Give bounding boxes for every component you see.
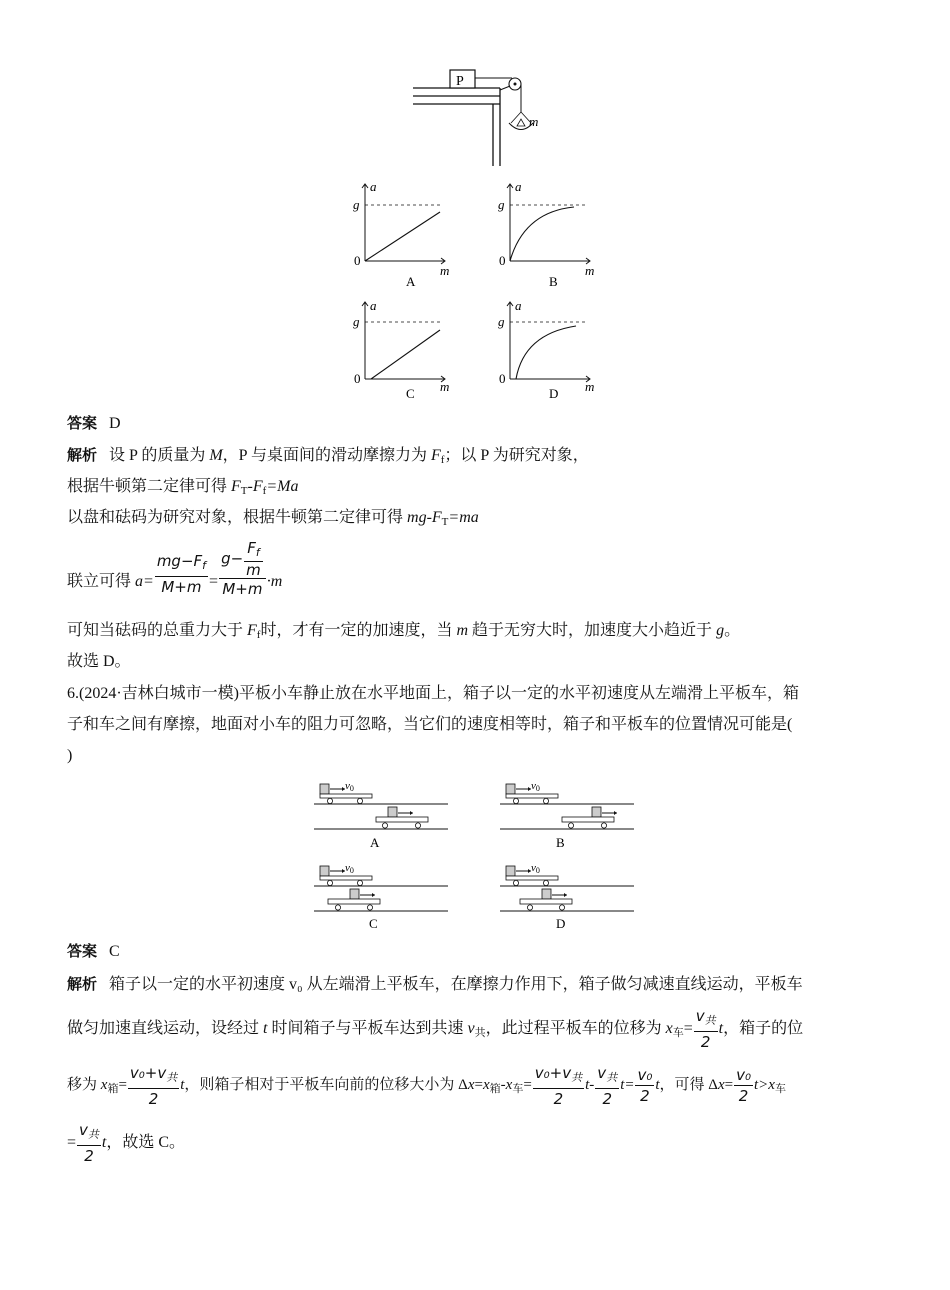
q5-analysis-line-6 — [67, 651, 131, 673]
axis-y-label: a — [515, 298, 522, 313]
sub: f — [262, 485, 267, 497]
denominator: M+m — [161, 578, 202, 596]
fraction — [128, 1063, 179, 1109]
axis-x-label: m — [585, 263, 595, 278]
axis-y-label: a — [370, 179, 377, 194]
q5-analysis-line-2 — [67, 476, 298, 502]
compound-fraction — [219, 540, 266, 599]
answer-label: 答案 — [67, 942, 98, 960]
var-x: x — [100, 1077, 108, 1093]
origin-label: 0 — [354, 253, 361, 268]
denominator: 2 — [553, 1089, 564, 1108]
g-tick-label: g — [353, 314, 360, 329]
eq: =ma — [448, 509, 479, 526]
denominator: 2 — [640, 1087, 650, 1106]
text: ，此过程平板车的位移为 — [485, 1020, 666, 1037]
fraction — [77, 1120, 101, 1166]
option-letter: B — [549, 274, 558, 289]
text: ；以 P 为研究对象， — [444, 447, 589, 464]
var-t: t — [263, 1020, 268, 1037]
eq: = — [523, 1077, 532, 1093]
q6-stem-1 — [67, 683, 799, 705]
sub: 箱 — [489, 1083, 501, 1095]
text: 联立可得 — [67, 573, 136, 590]
denominator: M+m — [222, 580, 263, 598]
text: 趋于无穷大时，加速度大小趋近于 — [468, 622, 717, 639]
var-t: t- — [585, 1077, 595, 1093]
eq: a= — [135, 573, 154, 590]
analysis-label: 解析 — [67, 975, 98, 993]
option-d-letter: D — [556, 916, 566, 931]
var-x: x — [467, 1077, 475, 1093]
var-F: F — [247, 622, 257, 639]
sub: 共 — [474, 1027, 486, 1039]
option-letter: C — [406, 386, 415, 401]
text: ，P 与桌面间的滑动摩擦力为 — [222, 447, 431, 464]
option-letter: D — [549, 386, 559, 401]
graph-a — [345, 178, 455, 290]
eq: mg-F — [407, 509, 442, 526]
option-a-letter: A — [370, 835, 380, 850]
answer-value: C — [109, 943, 120, 960]
var-x: x — [505, 1077, 513, 1093]
eq: = — [118, 1077, 127, 1093]
var-x: x — [482, 1077, 490, 1093]
origin-label: 0 — [499, 371, 506, 386]
numerator: v — [597, 1063, 607, 1082]
eq: = — [67, 1134, 77, 1151]
eq: = — [209, 573, 219, 590]
var-m: m — [456, 622, 469, 639]
option-d-panel — [500, 862, 634, 931]
text: 时间箱子与平板车达到共速 — [267, 1020, 468, 1037]
fraction — [155, 551, 208, 597]
numerator: v₀+v — [129, 1063, 167, 1082]
var-F: F — [231, 478, 241, 495]
eq: - — [500, 1077, 506, 1093]
text: 以盘和砝码为研究对象，根据牛顿第二定律可得 — [67, 509, 408, 526]
denominator: m — [246, 561, 261, 579]
eq: = — [474, 1077, 483, 1093]
inner-fraction — [244, 540, 263, 578]
q6-analysis-line-1 — [67, 973, 803, 996]
numerator: v — [79, 1121, 88, 1140]
graph-d — [490, 298, 600, 404]
text: 子和车之间有摩擦，地面对小车的阻力可忽略，当它们的速度相等时，箱子和平板车的位置情况可能是( — [67, 716, 793, 733]
text: 时，才有一定的加速度，当 — [260, 622, 457, 639]
sub: 车 — [774, 1083, 786, 1095]
numerator: F — [247, 539, 256, 557]
graph-c — [345, 298, 455, 404]
numerator: v — [695, 1007, 705, 1026]
eq: = — [724, 1077, 734, 1093]
text: 根据牛顿第二定律可得 — [67, 478, 232, 495]
sub: T — [240, 485, 248, 497]
g-tick-label: g — [498, 197, 505, 212]
axis-x-label: m — [440, 263, 450, 278]
mass-m-label: m — [529, 114, 539, 129]
var-t: t= — [620, 1077, 635, 1093]
sub: 共 — [571, 1070, 583, 1084]
var-M: M — [209, 447, 223, 464]
origin-label: 0 — [354, 371, 361, 386]
text: 设 P 的质量为 — [109, 447, 210, 464]
option-c-panel — [314, 862, 448, 931]
v0-label: v0 — [531, 862, 540, 875]
var-x: x — [665, 1020, 673, 1037]
q5-answer — [67, 412, 121, 435]
answer-value: D — [109, 415, 121, 432]
sub: 共 — [606, 1070, 618, 1084]
var-x: x — [717, 1077, 725, 1093]
sub: 共 — [704, 1014, 716, 1028]
eq: =Ma — [266, 478, 299, 495]
text: ) — [67, 747, 73, 764]
var-t: t — [655, 1077, 660, 1093]
text: 做匀加速直线运动，设经过 — [67, 1020, 264, 1037]
text: - — [247, 478, 253, 495]
axis-x-label: m — [585, 379, 595, 394]
fraction: $\frac{\text{v₀}}{2}$ — [736, 1066, 751, 1106]
sub: f — [256, 629, 261, 641]
q6-analysis-line-3 — [67, 1062, 786, 1108]
q5-analysis-line-5 — [67, 620, 740, 646]
analysis-label: 解析 — [67, 446, 98, 464]
q5-analysis-line-3 — [67, 507, 479, 533]
q6-analysis-line-2 — [67, 1006, 803, 1052]
sub: T — [441, 516, 449, 528]
var-t: t>x — [753, 1077, 775, 1093]
q5-analysis-line-4 — [67, 540, 282, 610]
table-pulley-figure — [405, 66, 555, 170]
var-t: t — [180, 1077, 185, 1093]
var-t: t — [718, 1020, 724, 1037]
var-t: t — [101, 1134, 107, 1151]
var-g: g — [716, 622, 725, 639]
fraction: $\frac{\text{v₀}}{2}$ — [637, 1066, 653, 1106]
text: ，则箱子相对于平板车向前的位移大小为 Δ — [184, 1077, 468, 1093]
option-letter: A — [406, 274, 416, 289]
denominator: 2 — [602, 1089, 613, 1108]
g-tick-label: g — [353, 197, 360, 212]
fraction — [595, 1063, 619, 1109]
fraction — [533, 1063, 584, 1109]
q6-stem-2 — [67, 714, 792, 736]
q6-answer — [67, 940, 120, 963]
sub: 共 — [87, 1128, 99, 1142]
var-v: v — [467, 1020, 475, 1037]
text: ，箱子的位 — [723, 1020, 804, 1037]
text: 。 — [724, 622, 741, 639]
sub: 车 — [672, 1027, 684, 1039]
g-tick-label: g — [498, 314, 505, 329]
origin-label: 0 — [499, 253, 506, 268]
block-p-label: P — [456, 74, 464, 89]
axis-x-label: m — [440, 379, 450, 394]
denominator: 2 — [148, 1089, 159, 1108]
q6-analysis-line-4 — [67, 1120, 185, 1166]
numerator: v₀+v — [534, 1063, 572, 1082]
q6-stem-3 — [67, 745, 72, 767]
option-b-panel — [500, 780, 634, 850]
answer-label: 答案 — [67, 414, 98, 432]
sub: f — [255, 546, 260, 559]
sub: f — [202, 559, 207, 572]
text: 箱子以一定的水平初速度 v₀ 从左端滑上平板车，在摩擦力作用下，箱子做匀减速直线运动，平板车 — [109, 976, 803, 993]
text: 故选 D。 — [67, 653, 131, 670]
numerator: mg−F — [156, 552, 203, 570]
axis-y-label: a — [515, 179, 522, 194]
option-b-letter: B — [556, 835, 565, 850]
denominator: 2 — [738, 1087, 749, 1106]
option-c-letter: C — [369, 916, 378, 931]
sub: f — [440, 454, 445, 466]
sub: 箱 — [107, 1083, 119, 1095]
var-F: F — [252, 478, 263, 495]
text: 6.(2024·吉林白城市一模)平板小车静止放在水平地面上，箱子以一定的水平初速度从左端滑上平板车，箱 — [67, 685, 799, 702]
denominator: 2 — [700, 1033, 711, 1052]
cart-figure — [312, 778, 642, 934]
graph-b — [490, 178, 600, 290]
sub: 共 — [166, 1070, 178, 1084]
sub: 车 — [512, 1083, 524, 1095]
fraction — [694, 1006, 718, 1052]
eq: = — [683, 1020, 693, 1037]
q5-analysis-line-1 — [67, 444, 589, 471]
text: ，可得 Δ — [659, 1077, 718, 1093]
v0-label: v0 — [345, 780, 354, 793]
var-F: F — [430, 447, 441, 464]
axis-y-label: a — [370, 298, 377, 313]
v0-label: v0 — [345, 862, 354, 875]
v0-label: v0 — [531, 780, 540, 793]
text: ，故选 C。 — [106, 1134, 186, 1151]
denominator: 2 — [84, 1147, 94, 1166]
text: 可知当砝码的总重力大于 — [67, 622, 248, 639]
text: 移为 — [67, 1077, 101, 1093]
eq: ·m — [266, 573, 283, 590]
numerator: g− — [221, 549, 244, 568]
option-a-panel — [314, 780, 448, 850]
